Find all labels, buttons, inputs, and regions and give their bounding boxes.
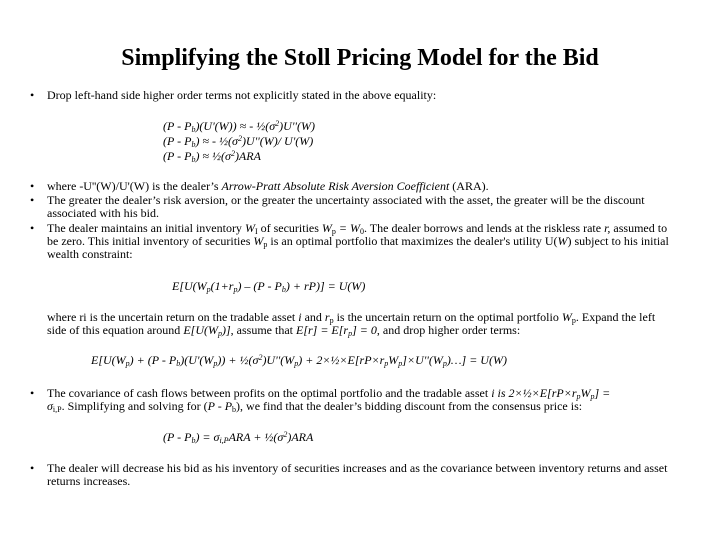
bullet-text-drop-terms: Drop left-hand side higher order terms not explicitly stated in the above equality: bbox=[47, 88, 437, 102]
equation-bid-discount: $(P - P_b) = \sigma_{i,P}ARA$ + $\frac{1}{2}(\sigma^2)ARA$ bbox=[163, 430, 314, 445]
bullet-text-inventory: The dealer maintains an initial inventory $W_I$ of securities $W_p = W_0$. The dealer borrows and lends at the riskless rate r, assumed to be zero. This initial inventory of securities $W_p$ is an optimal portfolio that maximizes the dealer's utility U(W) subject to his initial wealth constraint: bbox=[47, 221, 669, 261]
bullet-icon: • bbox=[30, 179, 35, 193]
bullet-text-risk-aversion: The greater the dealer’s risk aversion, or the greater the uncertainty associated with the asset, the greater will be the discount associated with his bid. bbox=[47, 193, 645, 220]
bullet-icon: • bbox=[30, 386, 35, 400]
bullet-text-decrease-bid: The dealer will decrease his bid as his inventory of securities increases and as the covariance between inventory returns and asset returns increases. bbox=[47, 461, 668, 488]
equation-expanded-utility: $E[U(W_p) + (P - P_b)(U'(W_p))$ + $\frac{1}{2}(\sigma^2)U''(W_p)$ + $2\times\frac{1}{2}\times E[rP\times r_pW_p]\times U''(W_p)\dots] = U(W)$ bbox=[91, 353, 507, 368]
equation-wealth-constraint: $E[U(W_p(1+r_p) - (P - P_b) + rP)] = U(W)$ bbox=[172, 279, 366, 294]
bullet-icon: • bbox=[30, 461, 35, 475]
equation-line-1: $(P - P_b)(U'(W))$ ≈ - $\frac{1}{2}(\sigma^2)U''(W)$ bbox=[163, 119, 315, 134]
bullet-text-covariance: The covariance of cash flows between profits on the optimal portfolio and the tradable asset i is $2\times\frac{1}{2}\times E[rP\times r_pW_p]$ = $\sigma_{i,P}$. Simplifying and solving for $(P - P_b)$, we find that the dealer’s bidding discount from the consensus price is: bbox=[47, 386, 611, 414]
bullet-icon: • bbox=[30, 193, 35, 207]
bullet-icon: • bbox=[30, 221, 35, 235]
equation-line-3: $(P - P_b)$ ≈ $\frac{1}{2}(\sigma^2)ARA$ bbox=[163, 149, 261, 164]
slide-title: Simplifying the Stoll Pricing Model for the Bid bbox=[121, 45, 599, 71]
equation-line-2: $(P - P_b)$ ≈ - $\frac{1}{2}(\sigma^2)U''(W)/$ U'(W) bbox=[163, 134, 314, 149]
bullet-icon: • bbox=[30, 88, 35, 102]
paragraph-expansion: where ri is the uncertain return on the tradable asset i and $r_p$ is the uncertain return on the optimal portfolio $W_p$. Expand the left side of this equation around $E[U(W_p)]$, assume that $E[r] = E[r_p] = 0$, and drop higher order terms: bbox=[47, 310, 656, 338]
bullet-text-ara: where -U''(W)/U'(W) is the dealer’s Arrow-Pratt Absolute Risk Aversion Coefficient (ARA). bbox=[47, 179, 489, 193]
